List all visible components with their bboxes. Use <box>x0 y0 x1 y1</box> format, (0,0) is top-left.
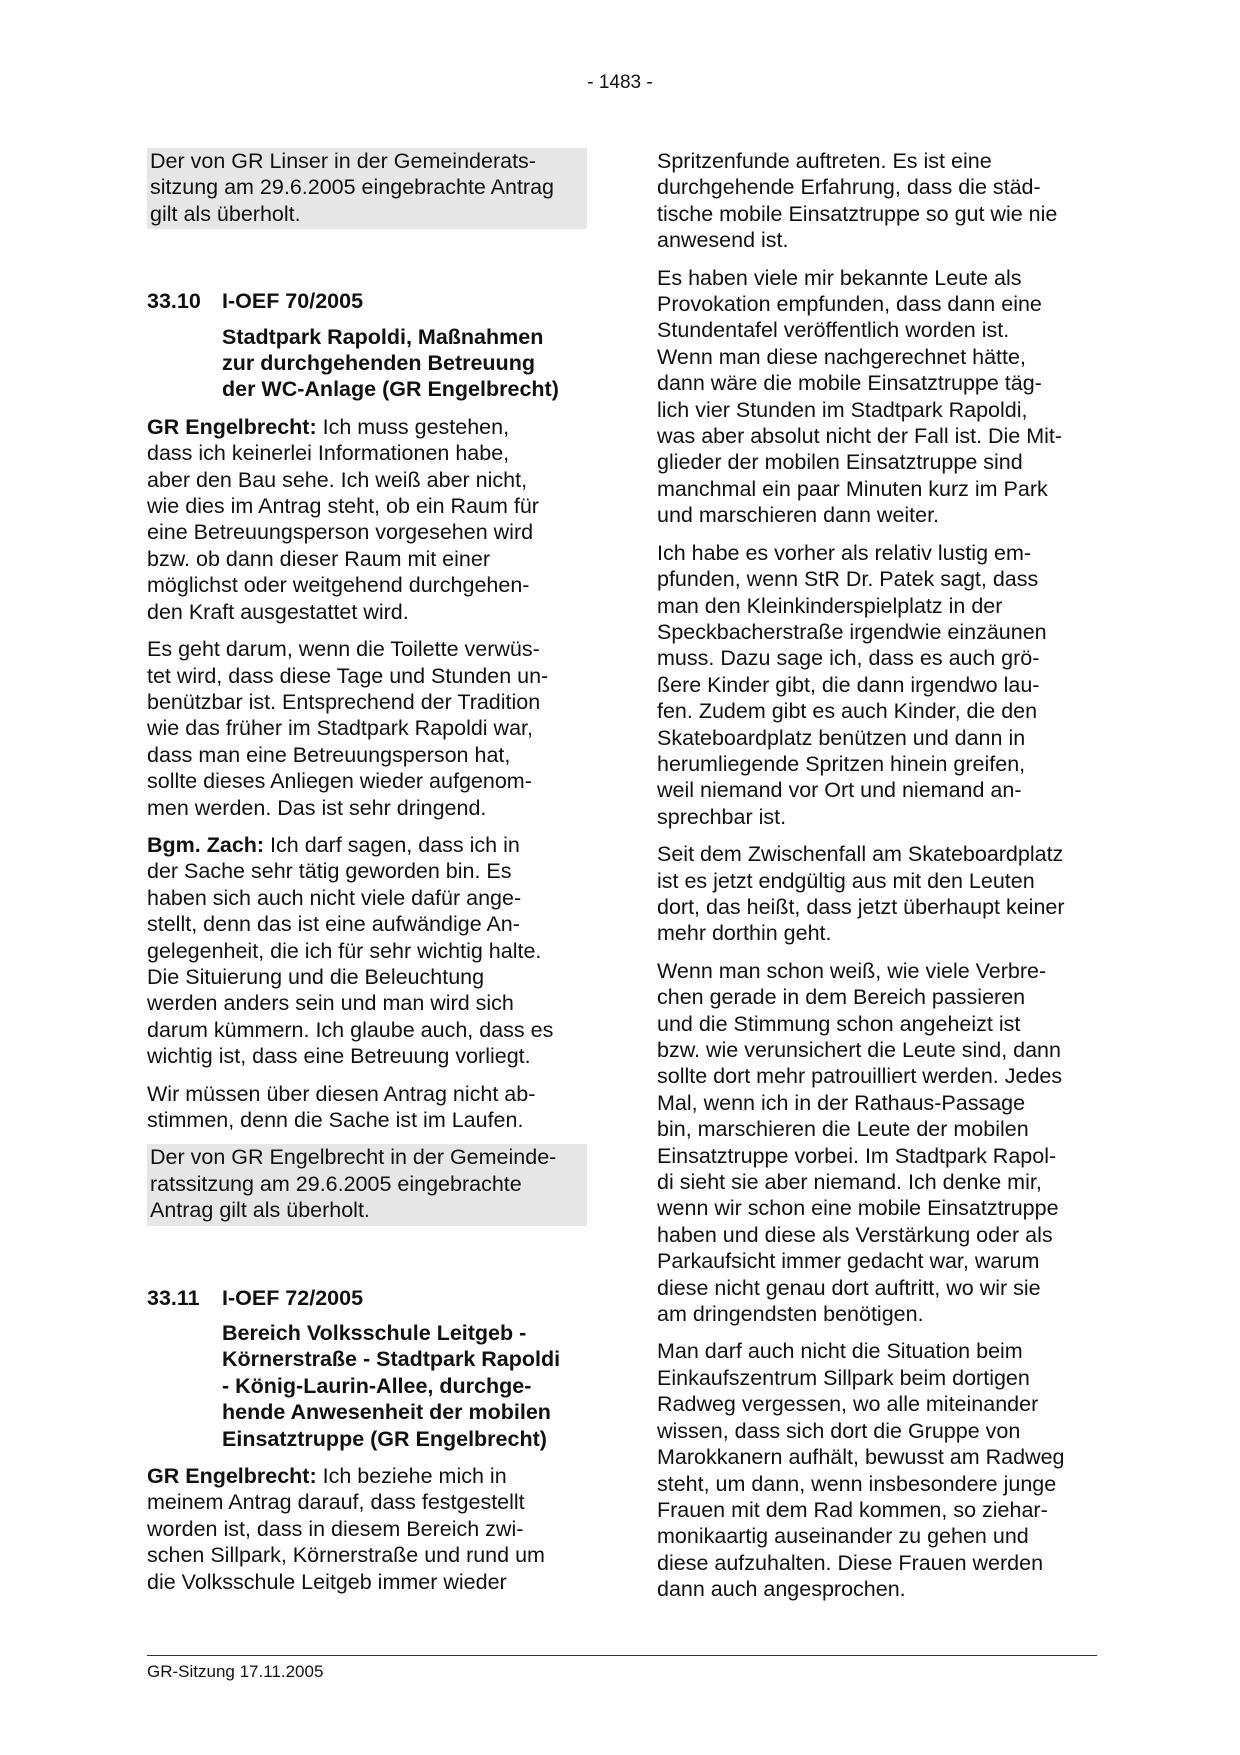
section-heading <box>147 1285 587 1311</box>
speech-paragraph <box>147 414 587 625</box>
left-column <box>147 148 587 1606</box>
text-paragraph: Es haben viele mir bekannte Leute als Provokation empfunden, dass dann eine Stundentafel veröffentlich worden ist. Wenn man diese nachgerechnet hätte, dann wäre die mobile Einsatztruppe täg- lich vier Stunden im Stadtpark Rapoldi, was aber absolut nicht der Fall ist. Die Mit- glieder der mobilen Einsatztruppe sind manchmal ein paar Minuten kurz im Park und marschieren dann weiter. <box>657 265 1063 528</box>
decision-box: Der von GR Engelbrecht in der Gemeinde- ratssitzung am 29.6.2005 eingebrachte Antrag gilt als überholt. <box>147 1144 587 1225</box>
speech-text: Ich beziehe mich in meinem Antrag darauf, dass festgestellt worden ist, dass in diesem Bereich zwi- schen Sillpark, Körnerstraße und rund um die Volksschule Leitgeb immer wieder <box>147 1464 545 1594</box>
text-paragraph: Wir müssen über diesen Antrag nicht ab- stimmen, denn die Sache ist im Laufen. <box>147 1081 536 1132</box>
footer-divider <box>147 1655 1097 1656</box>
speech-text: Ich muss gestehen, dass ich keinerlei Informationen habe, aber den Bau sehe. Ich weiß aber nicht, wie dies im Antrag steht, ob ein Raum für eine Betreuungsperson vorgesehen wird bzw. ob dann dieser Raum mit einer möglichst oder weitgehend durchgehen- den Kraft ausgestattet wird. <box>147 414 539 624</box>
section-code: I-OEF 72/2005 <box>222 1285 364 1310</box>
footer-text: GR-Sitzung 17.11.2005 <box>147 1662 324 1681</box>
speech-paragraph <box>147 1463 587 1595</box>
section-heading <box>147 288 587 314</box>
text-paragraph: Ich habe es vorher als relativ lustig em- pfunden, wenn StR Dr. Patek sagt, dass man den Kleinkinderspielplatz in der Speckbacherstraße irgendwie einzäunen muss. Dazu sage ich, dass es auch grö- ßere Kinder gibt, die dann irgendwo lau- fen. Zudem gibt es auch Kinder, die den Skateboardplatz benützen und dann in herumliegende Spritzen hinein greifen, weil niemand vor Ort und niemand an- sprechbar ist. <box>657 540 1047 829</box>
section-number: 33.10 <box>147 289 201 314</box>
section-title: Bereich Volksschule Leitgeb - Körnerstraße - Stadtpark Rapoldi - König-Laurin-Allee, durchge- hende Anwesenheit der mobilen Einsatztruppe (GR Engelbrecht) <box>222 1321 561 1451</box>
speaker-name: GR Engelbrecht: <box>147 1464 317 1489</box>
right-column <box>657 148 1097 1614</box>
text-paragraph: Es geht darum, wenn die Toilette verwüs- tet wird, dass diese Tage und Stunden un- benützbar ist. Entsprechend der Tradition wie das früher im Stadtpark Rapoldi war, dass man eine Betreuungsperson hat, sollte dieses Anliegen wieder aufgenom- men werden. Das ist sehr dringend. <box>147 637 549 820</box>
text-paragraph: Wenn man schon weiß, wie viele Verbre- chen gerade in dem Bereich passieren und die Stimmung schon angeheizt ist bzw. wie verunsichert die Leute sind, dann sollte dort mehr patrouilliert werden. Jedes Mal, wenn ich in der Rathaus-Passage bin, marschieren die Leute der mobilen Einsatztruppe vorbei. Im Stadtpark Rapol- di sieht sie aber niemand. Ich denke mir, wenn wir schon eine mobile Einsatztruppe haben und diese als Verstärkung oder als Parkaufsicht immer gedacht war, warum diese nicht genau dort auftritt, wo wir sie am dringendsten benötigen. <box>657 958 1063 1327</box>
text-paragraph: Man darf auch nicht die Situation beim Einkaufszentrum Sillpark beim dortigen Radweg vergessen, wo alle miteinander wissen, dass sich dort die Gruppe von Marokkanern aufhält, bewusst am Radweg steht, um dann, wenn insbesondere junge Frauen mit dem Rad kommen, so ziehar- monikaartig auseinander zu gehen und diese aufzuhalten. Diese Frauen werden dann auch angesprochen. <box>657 1339 1065 1602</box>
speaker-name: Bgm. Zach: <box>147 832 265 857</box>
speech-text: Ich darf sagen, dass ich in der Sache sehr tätig geworden bin. Es haben sich auch nicht viele dafür ange- stellt, denn das ist eine aufwändige An- gelegenheit, die ich für sehr wichtig halte. Die Situierung und die Beleuchtung werden anders sein und man wird sich darum kümmern. Ich glaube auch, dass es wichtig ist, dass eine Betreuung vorliegt. <box>147 832 554 1069</box>
speaker-name: GR Engelbrecht: <box>147 414 317 439</box>
speech-paragraph <box>147 832 587 1070</box>
section-title: Stadtpark Rapoldi, Maßnahmen zur durchgehenden Betreuung der WC-Anlage (GR Engelbrecht) <box>222 324 559 402</box>
page-number: - 1483 - <box>587 72 653 93</box>
section-number: 33.11 <box>147 1285 200 1310</box>
section-code: I-OEF 70/2005 <box>222 289 364 314</box>
text-paragraph: Seit dem Zwischenfall am Skateboardplatz ist es jetzt endgültig aus mit den Leuten dort, das heißt, dass jetzt überhaupt keiner mehr dorthin geht. <box>657 842 1065 946</box>
text-paragraph: Spritzenfunde auftreten. Es ist eine durchgehende Erfahrung, dass die städ- tische mobile Einsatztruppe so gut wie nie anwesend ist. <box>657 149 1058 253</box>
decision-box: Der von GR Linser in der Gemeinderats- sitzung am 29.6.2005 eingebrachte Antrag gilt als überholt. <box>147 148 587 229</box>
